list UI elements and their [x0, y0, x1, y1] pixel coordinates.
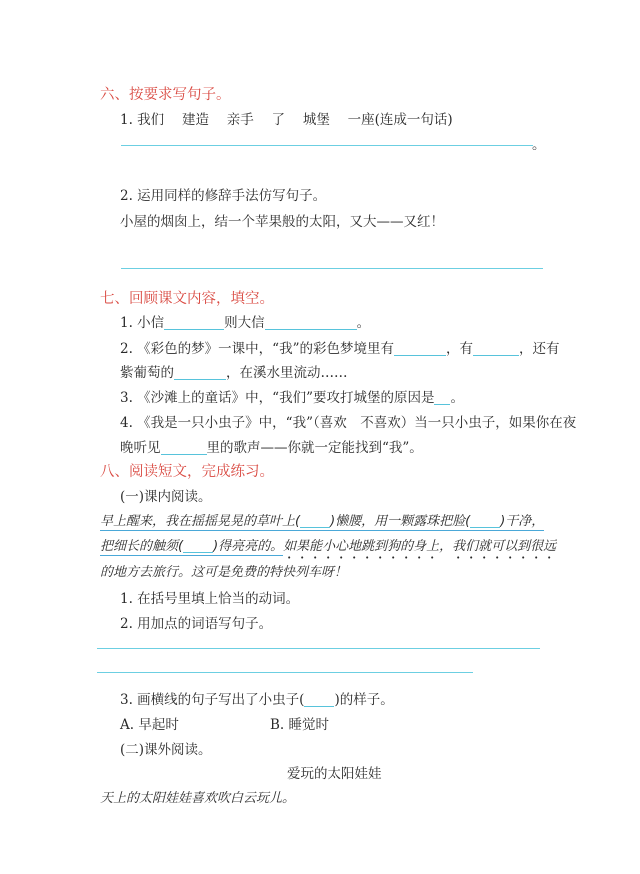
fill-blank[interactable]	[164, 315, 224, 330]
fill-paren[interactable]	[304, 692, 334, 707]
option-b[interactable]: B. 睡觉时	[270, 717, 330, 733]
section-7-question-1: 1. 小信 则大信 。	[120, 315, 371, 331]
section-7-question-3: 3. 《沙滩上的童话》中，“我们”要攻打城堡的原因是 。	[120, 390, 464, 406]
section-7-question-4-line-2: 晚听见 里的歌声——你就一定能找到“我”。	[120, 440, 423, 456]
fill-blank[interactable]	[394, 341, 446, 356]
answer-line	[97, 672, 473, 673]
section-6-question-2: 2. 运用同样的修辞手法仿写句子。	[120, 188, 327, 204]
section-7-question-2-line-1: 2. 《彩色的梦》一课中，“我”的彩色梦境里有 ，有 ，还有	[120, 341, 560, 357]
fill-blank[interactable]	[161, 440, 207, 455]
story-line-1: 天上的太阳娃娃喜欢吹白云玩儿。	[100, 791, 296, 806]
section-8-question-2: 2. 用加点的词语写句子。	[120, 616, 273, 632]
part-1-title: (一)课内阅读。	[120, 489, 212, 505]
section-8-question-1: 1. 在括号里填上恰当的动词。	[120, 591, 300, 607]
section-6-title: 六、按要求写句子。	[100, 87, 231, 103]
section-7-title: 七、回顾课文内容，填空。	[100, 291, 274, 307]
passage-line-1: 早上醒来，我在摇摇晃晃的草叶上( )懒腰，用一颗露珠把脸( )干净，	[100, 514, 545, 529]
answer-line	[97, 648, 540, 649]
fill-blank[interactable]	[174, 365, 226, 380]
fill-paren[interactable]	[470, 513, 500, 528]
section-8-question-3: 3. 画横线的句子写出了小虫子( )的样子。	[120, 692, 394, 708]
section-8-title: 八、阅读短文，完成练习。	[100, 464, 274, 480]
story-title: 爱玩的太阳娃娃	[287, 766, 382, 782]
section-7-question-2-line-2: 紫葡萄的 ，在溪水里流动……	[120, 365, 348, 381]
section-7-question-4-line-1: 4. 《我是一只小虫子》中，“我”（喜欢 不喜欢）当一只小虫子，如果你在夜	[120, 415, 577, 431]
example-sentence: 小屋的烟囱上，结一个苹果般的太阳，又大——又红！	[120, 214, 444, 230]
answer-line-period: 。	[532, 137, 546, 153]
answer-line	[121, 268, 543, 269]
section-6-question-1: 1. 我们 建造 亲手 了 城堡 一座(连成一句话)	[120, 112, 453, 128]
fill-blank[interactable]	[473, 341, 519, 356]
fill-paren[interactable]	[183, 538, 213, 553]
passage-line-3: 的地方去旅行。这可是免费的特快列车呀！	[100, 565, 348, 580]
answer-line	[121, 145, 533, 146]
fill-paren[interactable]	[300, 513, 330, 528]
part-2-title: (二)课外阅读。	[120, 742, 212, 758]
fill-blank[interactable]	[265, 315, 357, 330]
passage-line-2: 把细长的触须( )得亮亮的。如果能小心地跳到狗的身上，我们就可以到很远	[100, 539, 557, 554]
option-a[interactable]: A. 早起时	[120, 717, 179, 733]
fill-blank[interactable]	[434, 390, 450, 405]
